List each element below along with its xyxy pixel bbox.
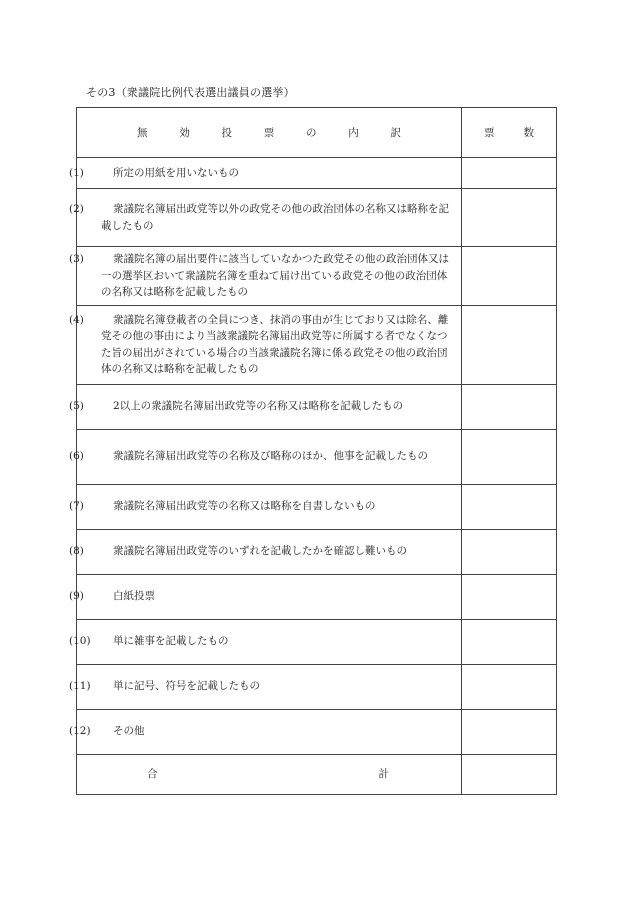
row-number: (6) (69, 450, 84, 463)
table-row (77, 429, 557, 484)
header-char: 無 (137, 127, 148, 139)
row-description (69, 664, 462, 709)
table-row (77, 305, 557, 384)
vote-count-cell[interactable] (462, 247, 557, 306)
row-text: 衆議院名簿届出政党等以外の政党その他の政治団体の名称又は略称を記載したもの (101, 203, 449, 232)
row-description (69, 247, 462, 306)
vote-count-header (462, 108, 557, 158)
row-number: (5) (69, 400, 84, 413)
table-row (77, 529, 557, 574)
vote-count-cell[interactable] (462, 429, 557, 484)
row-description (69, 384, 462, 429)
total-char: 合 (147, 767, 158, 780)
vote-count-cell[interactable] (462, 619, 557, 664)
row-text: 衆議院名簿届出政党等の名称又は略称を自書しないもの (113, 500, 376, 513)
form-caption: その3（衆議院比例代表選出議員の選挙） (86, 86, 295, 99)
row-number: (4) (69, 313, 84, 326)
row-number: (7) (69, 500, 84, 513)
row-description (69, 429, 462, 484)
header-char: 投 (221, 127, 232, 139)
row-number: (3) (69, 253, 84, 265)
row-text: 衆議院名簿届出政党等の名称及び略称のほか、他事を記載したもの (113, 450, 428, 463)
header-char: 票 (263, 127, 275, 139)
invalid-votes-table (69, 107, 557, 795)
table-row (77, 247, 557, 306)
total-char: 計 (378, 767, 389, 780)
row-text: 衆議院名簿登載者の全員につき、抹消の事由が生じており又は除名、離党その他の事由により当該衆議院名簿届出政党等に所属する者でなくなつた旨の届出がされている場合の当該衆議院名簿に係る政党その他の政治団体の名称又は略称を記載したもの (101, 313, 449, 375)
row-number: (8) (69, 545, 84, 558)
row-description (69, 529, 462, 574)
vote-count-cell[interactable] (462, 484, 557, 529)
row-number: (12) (69, 725, 91, 738)
vote-count-cell[interactable] (462, 305, 557, 384)
header-char: 内 (348, 127, 359, 139)
row-description (69, 619, 462, 664)
vote-count-cell[interactable] (462, 384, 557, 429)
row-description (69, 305, 462, 384)
row-description (69, 574, 462, 619)
row-description (69, 158, 462, 189)
row-number: (1) (69, 166, 84, 179)
row-text: 所定の用紙を用いないもの (113, 166, 239, 179)
table-row (77, 664, 557, 709)
vote-count-cell[interactable] (462, 158, 557, 189)
total-vote-count-cell[interactable] (462, 754, 557, 794)
row-description (69, 709, 462, 754)
table-header-row (77, 108, 557, 158)
vote-count-cell[interactable] (462, 189, 557, 247)
table-row (77, 484, 557, 529)
header-char: の (306, 127, 317, 139)
vote-count-cell[interactable] (462, 529, 557, 574)
vote-count-cell[interactable] (462, 664, 557, 709)
row-text: 衆議院名簿の届出要件に該当していなかつた政党その他の政治団体又は一の選挙区おいて衆議院名簿を重ねて届け出ている政党その他の政治団体の名称又は略称を記載したもの (101, 253, 449, 298)
row-description (69, 484, 462, 529)
row-number: (2) (69, 203, 84, 215)
header-char: 効 (179, 127, 190, 139)
table-row (77, 574, 557, 619)
table-row (77, 619, 557, 664)
row-description (69, 189, 462, 247)
header-char: 訳 (390, 127, 401, 139)
row-text: 単に記号、符号を記載したもの (113, 680, 260, 693)
table-row (77, 709, 557, 754)
table-row (77, 384, 557, 429)
row-text: 衆議院名簿届出政党等のいずれを記載したかを確認し難いもの (113, 545, 407, 558)
total-row (77, 754, 557, 794)
row-text: 2以上の衆議院名簿届出政党等の名称又は略称を記載したもの (113, 400, 404, 413)
row-text: 白紙投票 (113, 590, 155, 603)
header-char: 数 (523, 127, 534, 139)
row-number: (9) (69, 590, 84, 603)
row-text: 単に雑事を記載したもの (113, 635, 229, 648)
header-char: 票 (484, 127, 495, 139)
row-text: その他 (113, 725, 145, 738)
vote-count-cell[interactable] (462, 709, 557, 754)
row-number: (11) (69, 680, 91, 693)
breakdown-header (77, 108, 462, 158)
table-row (77, 189, 557, 247)
vote-count-cell[interactable] (462, 574, 557, 619)
row-number: (10) (69, 635, 91, 648)
table-row (77, 158, 557, 189)
total-label (77, 754, 462, 794)
